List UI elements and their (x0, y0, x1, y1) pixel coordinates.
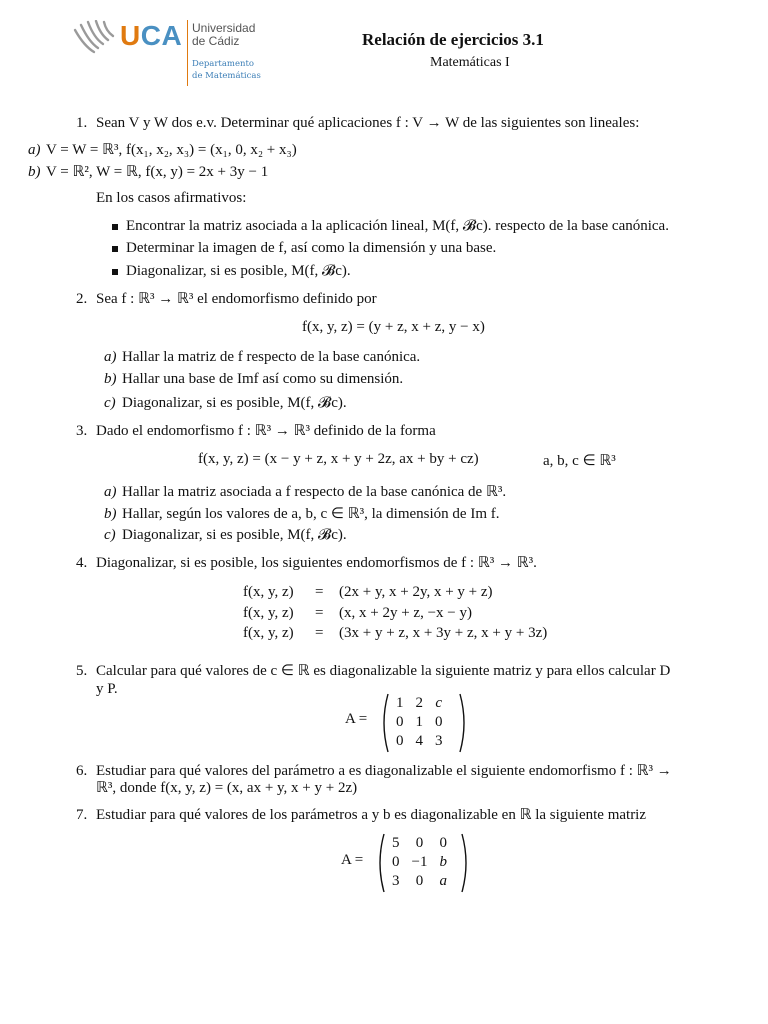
exercise-statement: Sea f : ℝ³ → ℝ³ el endomorfismo definido por (96, 291, 377, 307)
matrix-cell: 0 (396, 733, 404, 749)
matrix-cell: 1 (396, 695, 404, 711)
exercise-statement: Diagonalizar, si es posible, los siguientes endomorfismos de f : ℝ³ → ℝ³. (96, 555, 537, 571)
matrix-cell: a (439, 873, 447, 889)
matrix-label: A = (345, 711, 368, 727)
exercise-2-item-a: a) Hallar la matriz de f respecto de la base canónica. (104, 349, 421, 365)
exercise-6-statement-cont: ℝ³, donde f(x, y, z) = (x, ax + y, x + y + 2z) (96, 780, 358, 796)
uca-emblem-icon (72, 20, 118, 60)
matrix-cell: 1 (415, 714, 423, 730)
exercise-statement: Calcular para qué valores de c ∈ ℝ es diagonalizable la siguiente matriz y para ellos calcular D (96, 663, 671, 679)
matrix-cell: 2 (415, 695, 423, 711)
exercise-number: 3. (76, 423, 88, 439)
exercise-3-item-c: c) Diagonalizar, si es posible, M(f, 𝓑c). (104, 527, 347, 543)
exercise-2-equation: f(x, y, z) = (y + z, x + z, y − x) (302, 319, 485, 335)
exercise-statement: Sean V y W dos e.v. Determinar qué aplicaciones f : V → W de las siguientes son lineales: (96, 115, 640, 131)
uca-logo (72, 14, 272, 84)
exercise-4-row-1-lhs: f(x, y, z) (243, 584, 294, 600)
logo-divider (187, 20, 188, 86)
exercise-4-row-2-rhs: (x, x + 2y + z, −x − y) (339, 605, 472, 621)
matrix-cell: 5 (392, 835, 400, 851)
exercise-3-item-b: b) Hallar, según los valores de a, b, c ∈ ℝ³, la dimensión de Im f. (104, 506, 500, 522)
exercise-number: 5. (76, 663, 88, 679)
matrix-cell: 4 (415, 733, 423, 749)
exercise-4-row-3-lhs: f(x, y, z) (243, 625, 294, 641)
matrix-cell: −1 (411, 854, 428, 870)
exercise-3-equation: f(x, y, z) = (x − y + z, x + y + 2z, ax + by + cz) (198, 451, 479, 467)
exercise-1-bullet-1: Encontrar la matriz asociada a la aplicación lineal, M(f, 𝓑c). respecto de la base canónica. (112, 217, 669, 235)
exercise-4-row-3-eq: = (315, 625, 324, 641)
exercise-1-item-a: a) V = W = ℝ³, f(x₁, x₂, x₃) = (x₁, 0, x₂ + x₃) (28, 142, 297, 158)
matrix-cell: 0 (415, 835, 424, 851)
exercise-2-item-b: b) Hallar una base de Imf así como su dimensión. (104, 371, 404, 387)
matrix-cell: 0 (396, 714, 404, 730)
exercise-4-row-1-rhs: (2x + y, x + 2y, x + y + z) (339, 584, 493, 600)
exercise-statement: Estudiar para qué valores de los parámetros a y b es diagonalizable en ℝ la siguiente matriz (96, 807, 647, 823)
exercise-4-row-2-lhs: f(x, y, z) (243, 605, 294, 621)
matrix-cell: c (435, 695, 443, 711)
exercise-4-row-3-rhs: (3x + y + z, x + 3y + z, x + y + 3z) (339, 625, 548, 641)
matrix-cell: 0 (415, 873, 424, 889)
page-subtitle: Matemáticas I (430, 55, 510, 70)
exercise-4-row-1-eq: = (315, 584, 324, 600)
header (0, 0, 768, 100)
matrix-cell: 0 (439, 835, 447, 851)
exercise-1-bullet-2: Determinar la imagen de f, así como la dimensión y una base. (112, 240, 496, 257)
exercise-1-cases: En los casos afirmativos: (96, 190, 247, 206)
matrix-cell: 3 (392, 873, 400, 889)
exercise-1-bullet-3: Diagonalizar, si es posible, M(f, 𝓑c). (112, 262, 351, 280)
matrix-cell: b (439, 854, 447, 870)
page-title: Relación de ejercicios 3.1 (362, 30, 544, 49)
exercise-3-parameters: a, b, c ∈ ℝ³ (543, 453, 616, 469)
matrix-cell: 0 (435, 714, 443, 730)
exercise-number: 7. (76, 807, 88, 823)
matrix-cell: 3 (435, 733, 443, 749)
exercise-2-item-c: c) Diagonalizar, si es posible, M(f, 𝓑c). (104, 395, 347, 411)
exercise-1-item-b: b) V = ℝ², W = ℝ, f(x, y) = 2x + 3y − 1 (28, 164, 269, 180)
exercise-3-item-a: a) Hallar la matriz asociada a f respecto de la base canónica de ℝ³. (104, 484, 507, 500)
university-name: Universidad de Cádiz (192, 21, 256, 48)
matrix-cell: 0 (392, 854, 400, 870)
exercise-number: 1. (76, 115, 88, 131)
department-name: Departamento de Matemáticas (192, 59, 261, 81)
exercise-statement: Dado el endomorfismo f : ℝ³ → ℝ³ definido de la forma (96, 423, 436, 439)
exercise-number: 6. (76, 763, 88, 779)
exercise-statement: Estudiar para qué valores del parámetro a es diagonalizable el siguiente endomorfismo f : ℝ³ → (96, 763, 672, 779)
exercise-number: 4. (76, 555, 88, 571)
exercise-5-statement-cont: y P. (96, 681, 118, 697)
matrix-label: A = (341, 852, 364, 868)
exercise-number: 2. (76, 291, 88, 307)
uca-wordmark: UCA (120, 20, 183, 51)
exercise-4-row-2-eq: = (315, 605, 324, 621)
